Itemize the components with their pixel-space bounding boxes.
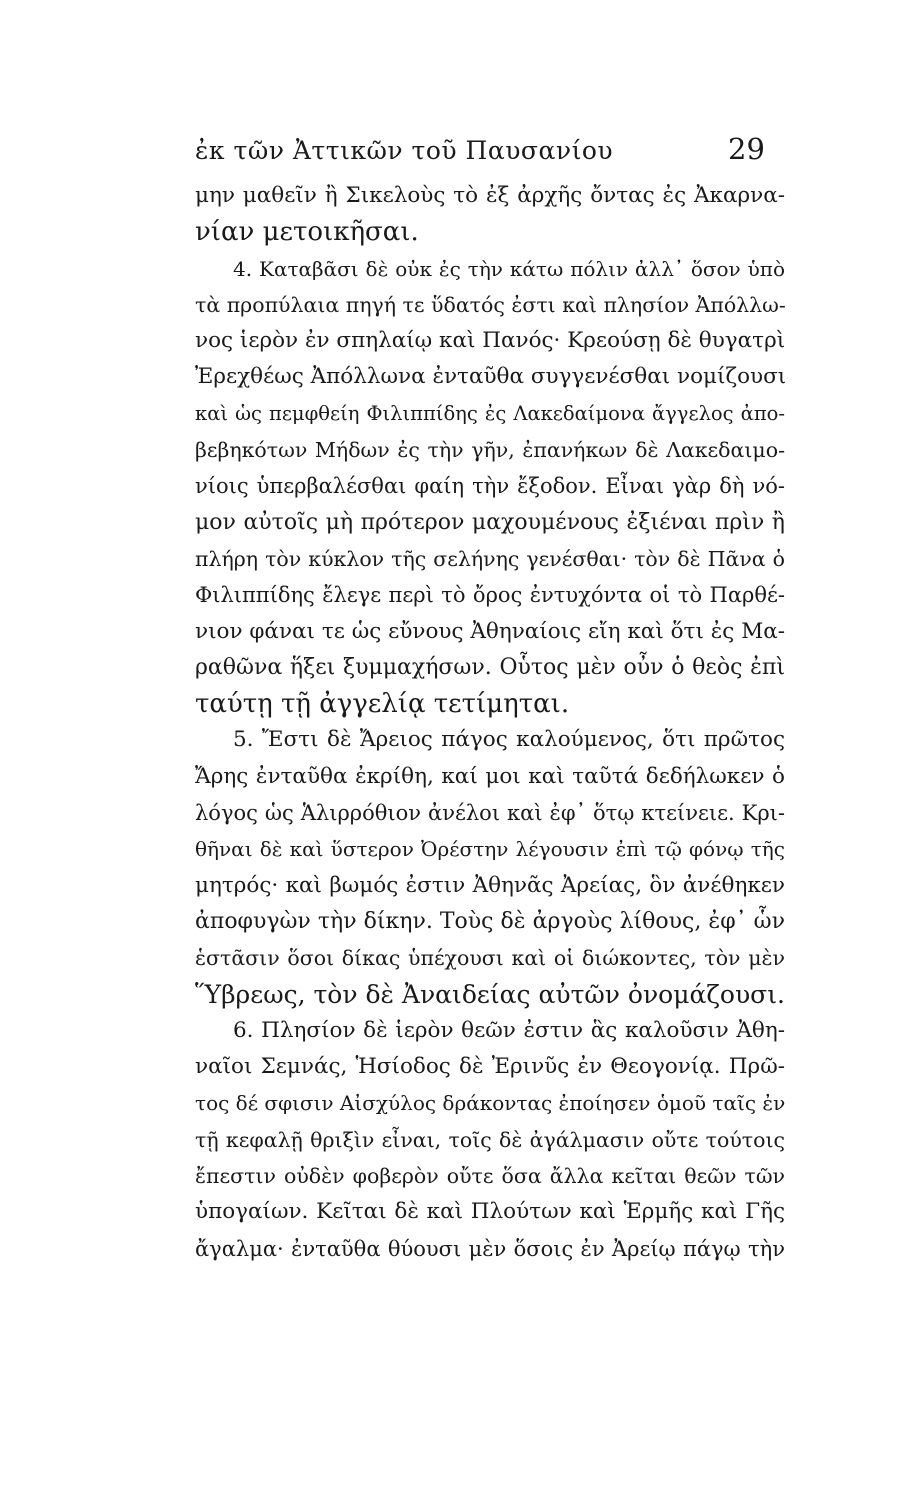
- text-line: ραθῶνα ἥξει ξυμμαχήσων. Οὗτος μὲν οὖν ὁ θεὸς ἐπὶ: [195, 654, 785, 680]
- text-line: βεβηκότων Μήδων ἐς τὴν γῆν, ἐπανήκων δὲ Λακεδαιμο-: [195, 438, 785, 463]
- text-line: τὰ προπύλαια πηγή τε ὕδατός ἐστι καὶ πλησίον Ἀπόλλω-: [195, 292, 786, 317]
- text-line: ταύτῃ τῇ ἀγγελίᾳ τετίμηται.: [195, 689, 570, 720]
- text-line: τῇ κεφαλῇ θριξὶν εἶναι, τοῖς δὲ ἀγάλμασιν οὔτε τούτοις: [195, 1127, 785, 1152]
- text-line: ἑστᾶσιν ὅσοι δίκας ὑπέχουσι καὶ οἱ διώκοντες, τὸν μὲν: [195, 946, 785, 971]
- text-line: μον αὐτοῖς μὴ πρότερον μαχουμένους ἐξιέναι πρὶν ἢ: [195, 509, 785, 535]
- text-line: Φιλιππίδης ἔλεγε περὶ τὸ ὄρος ἐντυχόντα οἱ τὸ Παρθέ-: [195, 583, 785, 608]
- text-line: ἔπεστιν οὐδὲν φοβερὸν οὔτε ὅσα ἄλλα κεῖται θεῶν τῶν: [195, 1164, 785, 1189]
- text-line: 6. Πλησίον δὲ ἱερὸν θεῶν ἐστιν ἃς καλοῦσιν Ἀθη-: [233, 1017, 785, 1043]
- text-line: Ἐρεχθέως Ἀπόλλωνα ἐνταῦθα συγγενέσθαι νομίζουσι: [195, 364, 787, 390]
- text-line: νίοις ὑπερβαλέσθαι φαίη τὴν ἔξοδον. Εἶναι γὰρ δὴ νό-: [195, 474, 785, 499]
- text-line: θῆναι δὲ καὶ ὕστερον Ὀρέστην λέγουσιν ἐπὶ τῷ φόνῳ τῆς: [195, 837, 785, 862]
- text-line: ναῖοι Σεμνάς, Ἡσίοδος δὲ Ἐρινῦς ἐν Θεογονίᾳ. Πρῶ-: [195, 1054, 785, 1080]
- text-line: ἄγαλμα· ἐνταῦθα θύουσι μὲν ὅσοις ἐν Ἀρείῳ πάγῳ τὴν: [195, 1236, 785, 1261]
- text-line: μητρός· καὶ βωμός ἐστιν Ἀθηνᾶς Ἀρείας, ὃν ἀνέθηκεν: [195, 872, 785, 898]
- text-line: ἀποφυγὼν τὴν δίκην. Τοὺς δὲ ἀργοὺς λίθους, ἐφ᾽ ὧν: [195, 908, 785, 934]
- text-line: Ἄρης ἐνταῦθα ἐκρίθη, καί μοι καὶ ταῦτά δεδήλωκεν ὁ: [195, 763, 785, 789]
- text-line: τος δέ σφισιν Αἰσχύλος δράκοντας ἐποίησεν ὁμοῦ ταῖς ἐν: [195, 1091, 786, 1116]
- text-line: νίαν μετοικῆσαι.: [195, 217, 419, 248]
- text-line: λόγος ὡς Ἁλιρρόθιον ἀνέλοι καὶ ἐφ᾽ ὅτῳ κτείνειε. Κρι-: [195, 801, 785, 826]
- text-line: νιον φάναι τε ὡς εὔνους Ἀθηναίοις εἴη καὶ ὅτι ἐς Μα-: [195, 618, 785, 644]
- page-number: 29: [728, 132, 765, 166]
- text-line: νος ἱερὸν ἐν σπηλαίῳ καὶ Πανός· Κρεούσῃ δὲ θυγατρὶ: [195, 328, 786, 354]
- text-line: ὑπογαίων. Κεῖται δὲ καὶ Πλούτων καὶ Ἑρμῆς καὶ Γῆς: [195, 1199, 785, 1225]
- text-line: 4. Καταβᾶσι δὲ οὐκ ἐς τὴν κάτω πόλιν ἀλλ᾽ ὅσον ὑπὸ: [233, 256, 785, 281]
- text-line: Ὕβρεως, τὸν δὲ Ἀναιδείας αὐτῶν ὀνομάζουσι.: [195, 979, 785, 1009]
- text-line: μην μαθεῖν ἢ Σικελοὺς τὸ ἐξ ἀρχῆς ὄντας ἐς Ἀκαρνα-: [195, 183, 785, 208]
- running-title: ἐκ τῶν Ἀττικῶν τοῦ Παυσανίου: [195, 136, 614, 165]
- text-line: καὶ ὡς πεμφθείη Φιλιππίδης ἐς Λακεδαίμονα ἄγγελος ἀπο-: [195, 401, 785, 425]
- text-line: πλήρη τὸν κύκλον τῆς σελήνης γενέσθαι· τὸν δὲ Πᾶνα ὁ: [195, 546, 785, 571]
- text-line: 5. Ἔστι δὲ Ἄρειος πάγος καλούμενος, ὅτι πρῶτος: [233, 727, 785, 753]
- body-text: [195, 178, 785, 1267]
